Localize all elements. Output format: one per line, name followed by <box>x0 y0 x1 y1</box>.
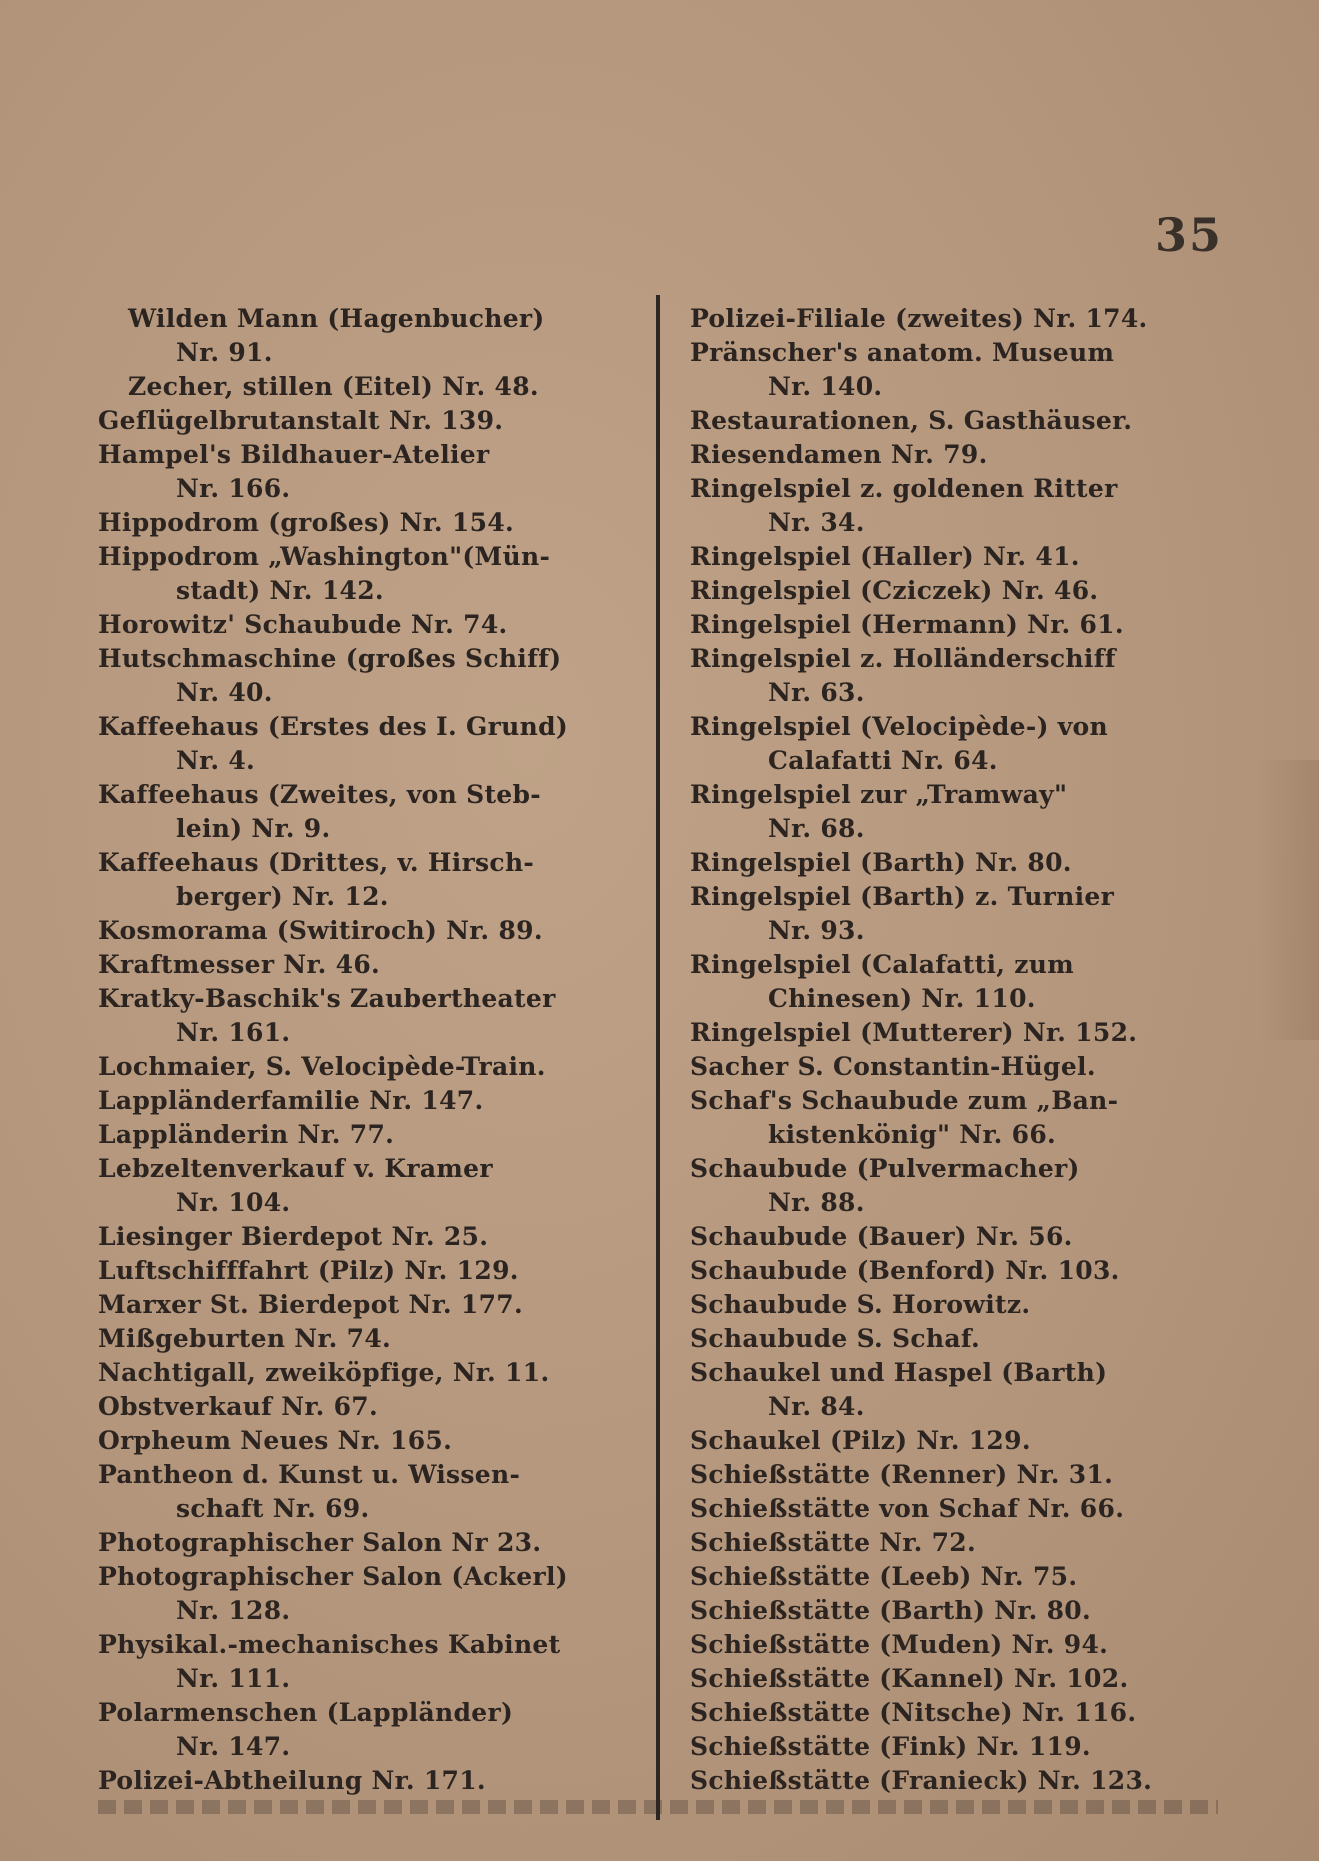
index-entry-line: Nr. 147. <box>176 1732 291 1761</box>
index-entry-line: Kaffeehaus (Zweites, von Steb- <box>98 780 541 809</box>
index-entry-line: Kratky-Baschik's Zaubertheater <box>98 984 556 1013</box>
index-entry-line: Schießstätte (Nitsche) Nr. 116. <box>690 1698 1137 1727</box>
index-entry-line: Schießstätte (Franieck) Nr. 123. <box>690 1766 1153 1795</box>
index-entry-line: Pantheon d. Kunst u. Wissen- <box>98 1460 521 1489</box>
index-entry-line: Kraftmesser Nr. 46. <box>98 950 381 979</box>
index-entry-line: Hutschmaschine (großes Schiff) <box>98 644 562 673</box>
index-entry-line: Nr. 68. <box>768 814 865 843</box>
index-entry-line: Nr. 128. <box>176 1596 291 1625</box>
paper-stain <box>1259 760 1319 1040</box>
index-entry-line: Schaubude (Bauer) Nr. 56. <box>690 1222 1073 1251</box>
index-entry-line: Schaf's Schaubude zum „Ban- <box>690 1086 1119 1115</box>
index-entry-line: Schießstätte von Schaf Nr. 66. <box>690 1494 1125 1523</box>
index-entry-line: Nr. 166. <box>176 474 291 503</box>
index-entry-line: Sacher S. Constantin-Hügel. <box>690 1052 1096 1081</box>
index-entry-line: Schießstätte (Renner) Nr. 31. <box>690 1460 1114 1489</box>
index-entry-line: kistenkönig" Nr. 66. <box>768 1120 1057 1149</box>
index-entry-line: Wilden Mann (Hagenbucher) <box>128 304 545 333</box>
index-entry-line: Hippodrom „Washington"(Mün- <box>98 542 551 571</box>
index-entry-line: Orpheum Neues Nr. 165. <box>98 1426 453 1455</box>
index-entry-line: Nr. 34. <box>768 508 865 537</box>
index-entry-line: stadt) Nr. 142. <box>176 576 384 605</box>
index-entry-line: Obstverkauf Nr. 67. <box>98 1392 378 1421</box>
index-entry-line: Nr. 104. <box>176 1188 291 1217</box>
index-entry-line: lein) Nr. 9. <box>176 814 331 843</box>
index-entry-line: Ringelspiel z. goldenen Ritter <box>690 474 1118 503</box>
index-entry-line: Liesinger Bierdepot Nr. 25. <box>98 1222 489 1251</box>
index-entry-line: Ringelspiel (Mutterer) Nr. 152. <box>690 1018 1138 1047</box>
index-entry-line: Schießstätte (Muden) Nr. 94. <box>690 1630 1109 1659</box>
index-entry-line: Ringelspiel (Haller) Nr. 41. <box>690 542 1080 571</box>
index-entry-line: Ringelspiel (Calafatti, zum <box>690 950 1074 979</box>
index-entry-line: Nr. 63. <box>768 678 865 707</box>
index-entry-line: Lebzeltenverkauf v. Kramer <box>98 1154 493 1183</box>
index-entry-line: Nr. 93. <box>768 916 865 945</box>
index-entry-line: Marxer St. Bierdepot Nr. 177. <box>98 1290 523 1319</box>
index-entry-line: Schießstätte (Kannel) Nr. 102. <box>690 1664 1129 1693</box>
index-entry-line: Schießstätte (Barth) Nr. 80. <box>690 1596 1091 1625</box>
index-entry-line: Kaffeehaus (Drittes, v. Hirsch- <box>98 848 535 877</box>
index-entry-line: Riesendamen Nr. 79. <box>690 440 988 469</box>
index-entry-line: Lochmaier, S. Velocipède-Train. <box>98 1052 546 1081</box>
column-divider <box>656 295 660 1820</box>
index-entry-line: Ringelspiel zur „Tramway" <box>690 780 1068 809</box>
index-entry-line: Geflügelbrutanstalt Nr. 139. <box>98 406 504 435</box>
index-entry-line: Photographischer Salon Nr 23. <box>98 1528 542 1557</box>
index-entry-line: Mißgeburten Nr. 74. <box>98 1324 392 1353</box>
index-entry-line: Schaubude S. Schaf. <box>690 1324 981 1353</box>
index-entry-line: Nr. 140. <box>768 372 883 401</box>
index-entry-line: Schießstätte Nr. 72. <box>690 1528 977 1557</box>
index-entry-line: Nachtigall, zweiköpfige, Nr. 11. <box>98 1358 550 1387</box>
index-entry-line: Nr. 4. <box>176 746 256 775</box>
index-entry-line: Pränscher's anatom. Museum <box>690 338 1115 367</box>
index-entry-line: Nr. 161. <box>176 1018 291 1047</box>
index-entry-line: Hampel's Bildhauer-Atelier <box>98 440 490 469</box>
index-entry-line: Kaffeehaus (Erstes des I. Grund) <box>98 712 568 741</box>
index-entry-line: Zecher, stillen (Eitel) Nr. 48. <box>128 372 539 401</box>
cut-off-text-line <box>98 1800 1218 1814</box>
page-number: 35 <box>1155 208 1224 262</box>
index-entry-line: Schießstätte (Leeb) Nr. 75. <box>690 1562 1078 1591</box>
index-entry-line: Lappländerfamilie Nr. 147. <box>98 1086 484 1115</box>
index-entry-line: Ringelspiel (Cziczek) Nr. 46. <box>690 576 1099 605</box>
index-entry-line: Ringelspiel (Hermann) Nr. 61. <box>690 610 1124 639</box>
index-entry-line: Nr. 91. <box>176 338 273 367</box>
right-column <box>690 302 1220 1798</box>
index-entry-line: Schaukel (Pilz) Nr. 129. <box>690 1426 1031 1455</box>
index-entry-line: Kosmorama (Switiroch) Nr. 89. <box>98 916 543 945</box>
index-entry-line: Ringelspiel (Barth) z. Turnier <box>690 882 1115 911</box>
index-entry-line: Polizei-Abtheilung Nr. 171. <box>98 1766 486 1795</box>
index-entry-line: Physikal.-mechanisches Kabinet <box>98 1630 561 1659</box>
index-entry-line: Schaubude (Pulvermacher) <box>690 1154 1080 1183</box>
index-entry-line: Photographischer Salon (Ackerl) <box>98 1562 568 1591</box>
index-entry-line: Ringelspiel (Barth) Nr. 80. <box>690 848 1072 877</box>
index-entry-line: Hippodrom (großes) Nr. 154. <box>98 508 515 537</box>
index-entry-line: Ringelspiel (Velocipède-) von <box>690 712 1108 741</box>
index-entry-line: Restaurationen, S. Gasthäuser. <box>690 406 1133 435</box>
index-entry-line: Schießstätte (Fink) Nr. 119. <box>690 1732 1091 1761</box>
index-entry-line: Luftschifffahrt (Pilz) Nr. 129. <box>98 1256 519 1285</box>
index-entry-line: berger) Nr. 12. <box>176 882 389 911</box>
index-entry-line: Schaubude (Benford) Nr. 103. <box>690 1256 1120 1285</box>
index-entry-line: Polizei-Filiale (zweites) Nr. 174. <box>690 304 1148 333</box>
index-entry-line: Schaukel und Haspel (Barth) <box>690 1358 1108 1387</box>
index-entry-line: Nr. 111. <box>176 1664 291 1693</box>
index-entry-line: Nr. 84. <box>768 1392 865 1421</box>
index-entry-line: Horowitz' Schaubude Nr. 74. <box>98 610 508 639</box>
index-entry-line: Lappländerin Nr. 77. <box>98 1120 395 1149</box>
index-entry-line: Polarmenschen (Lappländer) <box>98 1698 514 1727</box>
index-entry-line: Ringelspiel z. Holländerschiff <box>690 644 1116 673</box>
index-entry-line: Nr. 40. <box>176 678 273 707</box>
index-entry-line: Calafatti Nr. 64. <box>768 746 998 775</box>
index-entry-line: Chinesen) Nr. 110. <box>768 984 1036 1013</box>
left-column <box>98 302 628 1798</box>
index-entry-line: Nr. 88. <box>768 1188 865 1217</box>
index-entry-line: schaft Nr. 69. <box>176 1494 370 1523</box>
index-entry-line: Schaubude S. Horowitz. <box>690 1290 1031 1319</box>
